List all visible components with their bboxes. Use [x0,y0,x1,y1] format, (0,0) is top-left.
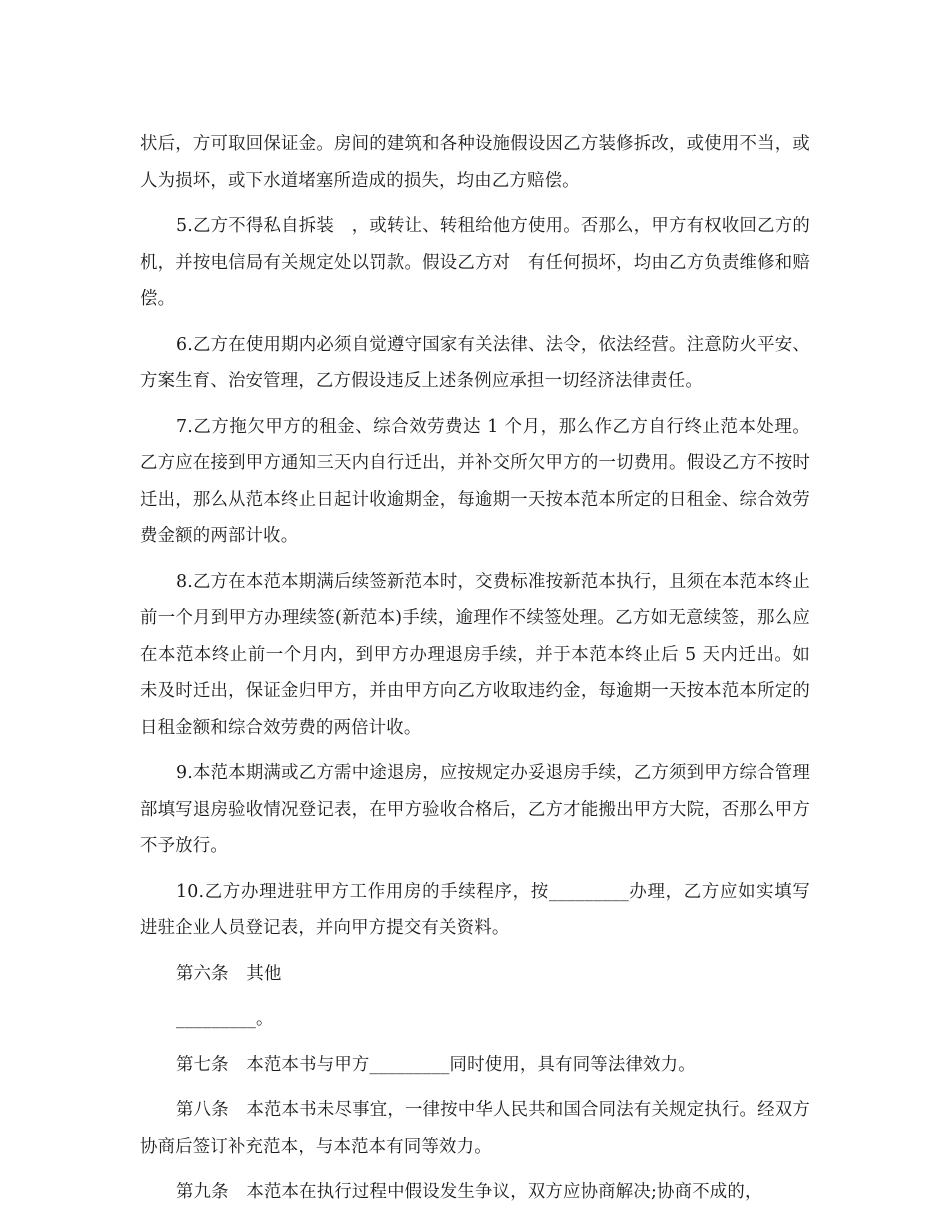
article-8: 第八条 本范本书未尽事宜，一律按中华人民共和国合同法有关规定执行。经双方协商后签订补充范本，与本范本有同等效力。 [140,1100,810,1157]
article-9: 第九条 本范本在执行过程中假设发生争议，双方应协商解决;协商不成的， [176,1182,763,1202]
article-6-blank-line: _________。 [176,1009,274,1029]
paragraph-clause-9: 9.本范本期满或乙方需中途退房，应按规定办妥退房手续，乙方须到甲方综合管理部填写退房验收情况登记表，在甲方验收合格后，乙方才能搬出甲方大院，否那么甲方不予放行。 [140,763,810,856]
document-body [140,126,828,1220]
paragraph-clause-10: 10.乙方办理进驻甲方工作用房的手续程序，按_________办理，乙方应如实填写进驻企业人员登记表，并向甲方提交有关资料。 [140,881,810,938]
paragraph-clause-8: 8.乙方在本范本期满后续签新范本时，交费标准按新范本执行，且须在本范本终止前一个月到甲方办理续签(新范本)手续，逾理作不续签处理。乙方如无意续签，那么应在本范本终止前一个月内，到甲方办理退房手续，并于本范本终止后 5 天内迁出。如未及时迁出，保证金归甲方，并由甲方向乙方收取违约金，每逾期一天按本范本所定的日租金额和综合效劳费的两倍计收。 [140,571,810,738]
article-6-heading: 第六条 其他 [176,963,282,984]
paragraph-clause-5: 5.乙方不得私自拆装 ，或转让、转租给他方使用。否那么，甲方有权收回乙方的 机，并按电信局有关规定处以罚款。假设乙方对 有任何损坏，均由乙方负责维修和赔偿。 [140,216,828,309]
paragraph-deposit-return: 状后，方可取回保证金。房间的建筑和各种设施假设因乙方装修拆改，或使用不当，或人为损坏，或下水道堵塞所造成的损失，均由乙方赔偿。 [140,134,810,191]
paragraph-clause-6: 6.乙方在使用期内必须自觉遵守国家有关法律、法令，依法经营。注意防火平安、方案生育、治安管理，乙方假设违反上述条例应承担一切经济法律责任。 [140,334,810,391]
paragraph-clause-7: 7.乙方拖欠甲方的租金、综合效劳费达 1 个月，那么作乙方自行终止范本处理。乙方应在接到甲方通知三天内自行迁出，并补交所欠甲方的一切费用。假设乙方不按时迁出，那么从范本终止日起计收逾期金，每逾期一天按本范本所定的日租金、综合效劳费金额的两部计收。 [140,416,810,546]
article-7: 第七条 本范本书与甲方_________同时使用，具有同等法律效力。 [176,1054,696,1075]
